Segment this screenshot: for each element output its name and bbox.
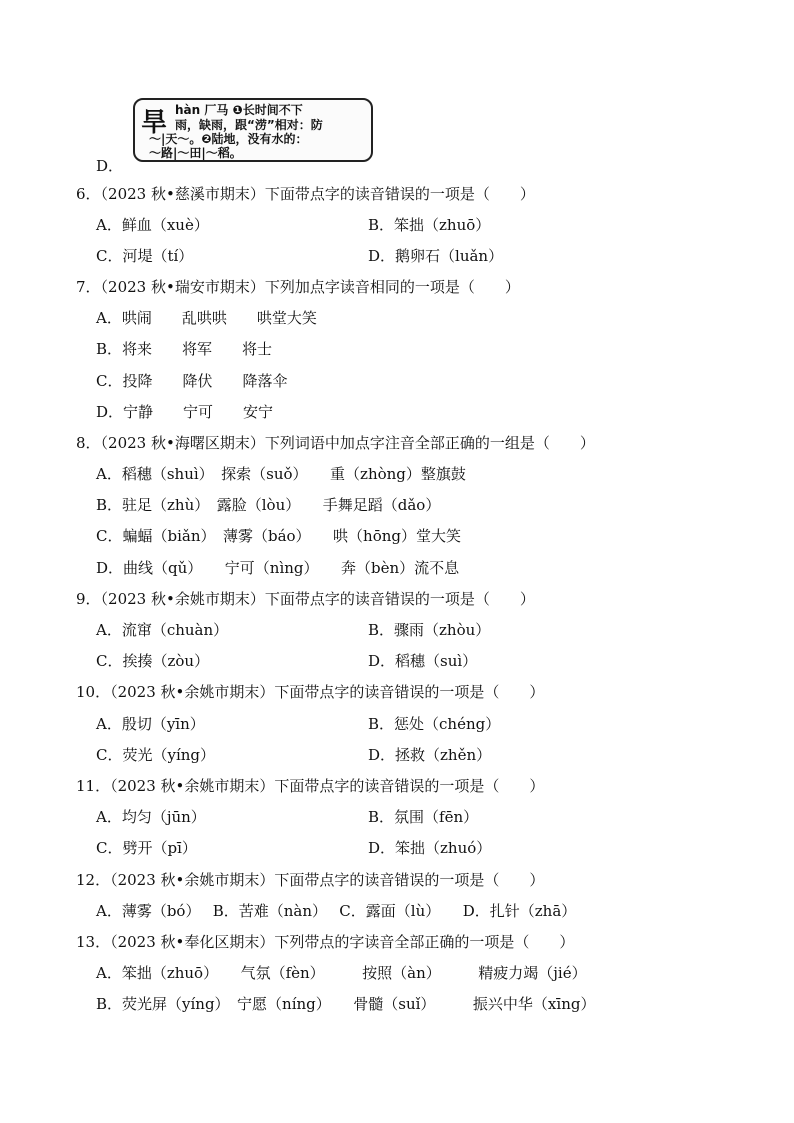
question-10-stem: 10．（2023 秋•余姚市期末）下面带点字的读音错误的一项是（ ） <box>76 683 545 701</box>
question-9-option-d: D．稻穗（suì） <box>368 652 478 670</box>
question-8-option-c: C．蝙蝠（biǎn） 薄雾（báo） 哄（hōng）堂大笑 <box>96 527 462 545</box>
dictionary-headword: 旱 <box>141 108 168 138</box>
question-10-option-d: D．拯救（zhěn） <box>368 746 492 764</box>
question-9-option-c: C．挨揍（zòu） <box>96 652 210 670</box>
question-6-stem: 6．（2023 秋•慈溪市期末）下面带点字的读音错误的一项是（ ） <box>76 185 535 203</box>
question-11-option-b: B．氛围（fēn） <box>368 808 479 826</box>
question-6-option-d: D．鹅卵石（luǎn） <box>368 247 504 265</box>
dictionary-line-4: ～路|～田|～稻。 <box>149 146 242 160</box>
dictionary-entry-image <box>133 98 373 162</box>
question-9-stem: 9．（2023 秋•余姚市期末）下面带点字的读音错误的一项是（ ） <box>76 590 535 608</box>
question-6-option-a: A．鲜血（xuè） <box>96 216 209 234</box>
question-10-option-a: A．殷切（yīn） <box>96 715 205 733</box>
question-13-option-a: A．笨拙（zhuō） 气氛（fèn） 按照（àn） 精疲力竭（jié） <box>96 964 587 982</box>
question-11-option-c: C．劈开（pī） <box>96 839 197 857</box>
question-12-stem: 12．（2023 秋•余姚市期末）下面带点字的读音错误的一项是（ ） <box>76 871 545 889</box>
question-10-option-b: B．惩处（chéng） <box>368 715 501 733</box>
question-10-option-c: C．荧光（yíng） <box>96 746 216 764</box>
question-11-option-d: D．笨拙（zhuó） <box>368 839 492 857</box>
question-12-options: A．薄雾（bó） B．苦难（nàn） C．露面（lù） D．扎针（zhā） <box>96 902 577 920</box>
question-6-option-b: B．笨拙（zhuō） <box>368 216 491 234</box>
question-8-option-a: A．稻穗（shuì） 探索（suǒ） 重（zhòng）整旗鼓 <box>96 465 466 483</box>
question-13-stem: 13．（2023 秋•奉化区期末）下列带点的字读音全部正确的一项是（ ） <box>76 933 575 951</box>
question-7-option-d: D．宁静 宁可 安宁 <box>96 403 274 421</box>
dictionary-line-2: 雨，缺雨，跟“涝”相对：防 <box>175 118 323 132</box>
question-9-option-b: B．骤雨（zhòu） <box>368 621 491 639</box>
question-8-option-d: D．曲线（qǔ） 宁可（nìng） 奔（bèn）流不息 <box>96 559 460 577</box>
question-11-option-a: A．均匀（jūn） <box>96 808 206 826</box>
question-7-option-a: A．哄闹 乱哄哄 哄堂大笑 <box>96 309 317 327</box>
question-9-option-a: A．流窜（chuàn） <box>96 621 229 639</box>
dictionary-line-1: hàn 厂马 ❶长时间不下 <box>175 103 303 117</box>
question-7-option-c: C．投降 降伏 降落伞 <box>96 372 288 390</box>
question-7-stem: 7．（2023 秋•瑞安市期末）下列加点字读音相同的一项是（ ） <box>76 278 520 296</box>
question-7-option-b: B．将来 将军 将士 <box>96 340 273 358</box>
option-d-label: D． <box>96 157 124 175</box>
question-11-stem: 11．（2023 秋•余姚市期末）下面带点字的读音错误的一项是（ ） <box>76 777 545 795</box>
dictionary-line-3: ～|天～。❷陆地，没有水的： <box>149 132 308 146</box>
question-8-stem: 8．（2023 秋•海曙区期末）下列词语中加点字注音全部正确的一组是（ ） <box>76 434 595 452</box>
question-8-option-b: B．驻足（zhù） 露脸（lòu） 手舞足蹈（dǎo） <box>96 496 441 514</box>
question-13-option-b: B．荧光屏（yíng） 宁愿（níng） 骨髓（suǐ） 振兴中华（xīng） <box>96 995 596 1013</box>
question-6-option-c: C．河堤（tí） <box>96 247 194 265</box>
